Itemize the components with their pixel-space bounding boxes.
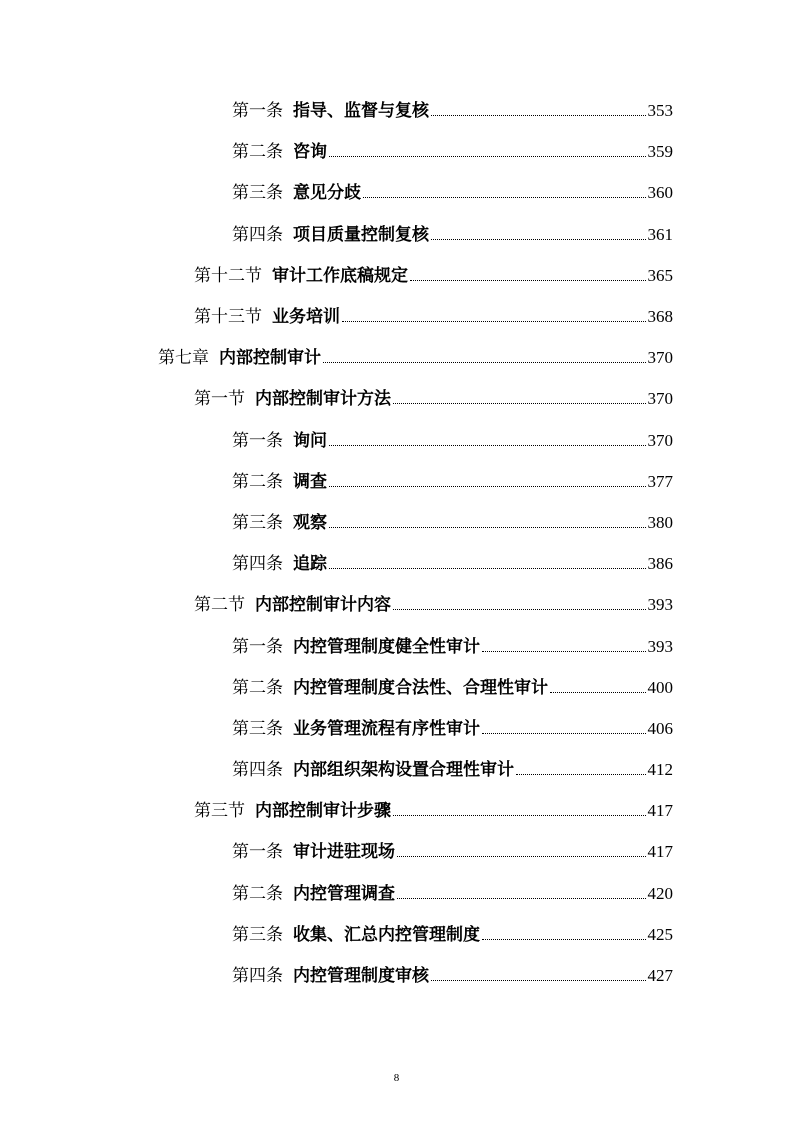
toc-dot-leader	[431, 980, 646, 981]
toc-dot-leader	[482, 733, 646, 734]
toc-entry-title: 业务管理流程有序性审计	[293, 718, 480, 739]
toc-entry-page: 412	[647, 760, 673, 780]
toc-entry[interactable]	[0, 500, 793, 541]
toc-dot-leader	[393, 403, 646, 404]
toc-entry-page: 368	[647, 307, 673, 327]
toc-entry-line	[194, 796, 673, 821]
toc-dot-leader	[397, 856, 646, 857]
toc-entry-title: 审计工作底稿规定	[272, 265, 408, 286]
toc-entry-label: 第七章	[158, 348, 209, 369]
toc-entry-line	[194, 261, 673, 286]
toc-entry-title: 审计进驻现场	[293, 842, 395, 863]
toc-entry-label: 第四条	[232, 966, 283, 987]
toc-entry-title: 内部控制审计步骤	[255, 801, 391, 822]
toc-entry-line	[232, 673, 673, 698]
toc-entry-label: 第二条	[232, 677, 283, 698]
table-of-contents	[0, 88, 793, 994]
toc-entry-label: 第一条	[232, 636, 283, 657]
toc-dot-leader	[431, 239, 646, 240]
toc-dot-leader	[393, 815, 646, 816]
toc-entry-label: 第三条	[232, 718, 283, 739]
toc-entry-page: 370	[647, 389, 673, 409]
toc-entry-page: 393	[647, 636, 673, 656]
toc-entry-title: 内控管理制度合法性、合理性审计	[293, 677, 548, 698]
toc-entry-line	[232, 549, 673, 574]
toc-entry-label: 第二节	[194, 595, 245, 616]
toc-entry-title: 追踪	[293, 554, 327, 575]
toc-entry[interactable]	[0, 829, 793, 870]
toc-entry[interactable]	[0, 129, 793, 170]
toc-entry-page: 417	[647, 801, 673, 821]
toc-dot-leader	[393, 609, 646, 610]
toc-entry-label: 第四条	[232, 554, 283, 575]
toc-entry[interactable]	[0, 418, 793, 459]
toc-entry-line	[194, 384, 673, 409]
toc-entry-line	[232, 961, 673, 986]
toc-entry-title: 业务培训	[272, 307, 340, 328]
toc-entry-line	[232, 632, 673, 657]
toc-dot-leader	[329, 527, 646, 528]
toc-entry-title: 询问	[293, 430, 327, 451]
toc-dot-leader	[323, 362, 646, 363]
toc-dot-leader	[363, 197, 646, 198]
toc-entry-label: 第四条	[232, 224, 283, 245]
toc-entry-line	[158, 343, 673, 368]
toc-entry[interactable]	[0, 212, 793, 253]
toc-entry-label: 第二条	[232, 471, 283, 492]
toc-entry-line	[232, 714, 673, 739]
toc-entry-title: 内部控制审计内容	[255, 595, 391, 616]
toc-entry-title: 内控管理制度健全性审计	[293, 636, 480, 657]
toc-entry-page: 425	[647, 924, 673, 944]
page-number: 8	[393, 1072, 400, 1084]
toc-entry[interactable]	[0, 88, 793, 129]
toc-entry-line	[194, 302, 673, 327]
toc-entry-page: 400	[647, 677, 673, 697]
toc-dot-leader	[550, 692, 646, 693]
toc-entry-line	[232, 137, 673, 162]
toc-entry-label: 第一条	[232, 430, 283, 451]
toc-entry-page: 386	[647, 554, 673, 574]
toc-entry-line	[232, 220, 673, 245]
toc-entry-title: 调查	[293, 471, 327, 492]
toc-dot-leader	[431, 115, 646, 116]
toc-entry-label: 第二条	[232, 142, 283, 163]
toc-entry[interactable]	[0, 665, 793, 706]
toc-entry-title: 意见分歧	[293, 183, 361, 204]
toc-entry-page: 365	[647, 265, 673, 285]
toc-entry-title: 咨询	[293, 142, 327, 163]
toc-entry-page: 417	[647, 842, 673, 862]
toc-entry-page: 406	[647, 718, 673, 738]
toc-entry-line	[232, 508, 673, 533]
toc-entry-page: 420	[647, 883, 673, 903]
toc-entry-line	[232, 178, 673, 203]
toc-entry[interactable]	[0, 706, 793, 747]
toc-entry-page: 370	[647, 430, 673, 450]
toc-entry-label: 第四条	[232, 760, 283, 781]
toc-dot-leader	[329, 486, 646, 487]
toc-entry-page: 377	[647, 471, 673, 491]
toc-entry[interactable]	[0, 541, 793, 582]
toc-entry[interactable]	[0, 623, 793, 664]
toc-entry[interactable]	[0, 788, 793, 829]
toc-entry-line	[232, 467, 673, 492]
toc-dot-leader	[329, 156, 646, 157]
toc-dot-leader	[329, 568, 646, 569]
toc-entry-title: 内部组织架构设置合理性审计	[293, 760, 514, 781]
toc-entry-page: 359	[647, 142, 673, 162]
toc-dot-leader	[342, 321, 646, 322]
toc-entry-title: 观察	[293, 512, 327, 533]
toc-dot-leader	[329, 445, 646, 446]
toc-entry[interactable]	[0, 253, 793, 294]
toc-entry-title: 内控管理调查	[293, 883, 395, 904]
toc-entry[interactable]	[0, 294, 793, 335]
toc-entry[interactable]	[0, 912, 793, 953]
toc-entry-label: 第十二节	[194, 265, 262, 286]
toc-entry[interactable]	[0, 170, 793, 211]
toc-entry-label: 第三条	[232, 924, 283, 945]
toc-entry-label: 第十三节	[194, 307, 262, 328]
toc-entry-page: 393	[647, 595, 673, 615]
toc-entry-label: 第一条	[232, 101, 283, 122]
toc-entry-label: 第二条	[232, 883, 283, 904]
toc-entry-line	[232, 755, 673, 780]
toc-entry-line	[232, 96, 673, 121]
toc-entry-page: 380	[647, 512, 673, 532]
toc-entry-page: 361	[647, 224, 673, 244]
toc-entry-label: 第一条	[232, 842, 283, 863]
toc-entry-line	[194, 590, 673, 615]
toc-entry-label: 第一节	[194, 389, 245, 410]
toc-entry-line	[232, 879, 673, 904]
toc-entry-page: 360	[647, 183, 673, 203]
toc-entry-title: 指导、监督与复核	[293, 101, 429, 122]
toc-entry-title: 内控管理制度审核	[293, 966, 429, 987]
toc-dot-leader	[397, 898, 646, 899]
toc-entry-label: 第三条	[232, 183, 283, 204]
toc-entry[interactable]	[0, 582, 793, 623]
toc-entry-line	[232, 426, 673, 451]
toc-dot-leader	[516, 774, 646, 775]
toc-entry-title: 项目质量控制复核	[293, 224, 429, 245]
toc-entry[interactable]	[0, 459, 793, 500]
toc-dot-leader	[482, 651, 646, 652]
toc-entry[interactable]	[0, 335, 793, 376]
toc-entry-page: 353	[647, 101, 673, 121]
toc-entry[interactable]	[0, 747, 793, 788]
toc-entry-page: 370	[647, 348, 673, 368]
toc-entry[interactable]	[0, 871, 793, 912]
toc-entry-label: 第三条	[232, 512, 283, 533]
toc-entry[interactable]	[0, 953, 793, 994]
toc-entry-title: 收集、汇总内控管理制度	[293, 924, 480, 945]
toc-entry-line	[232, 837, 673, 862]
toc-entry-title: 内部控制审计	[219, 348, 321, 369]
toc-entry-line	[232, 920, 673, 945]
toc-entry-title: 内部控制审计方法	[255, 389, 391, 410]
toc-dot-leader	[482, 939, 646, 940]
toc-dot-leader	[410, 280, 646, 281]
toc-entry-label: 第三节	[194, 801, 245, 822]
toc-entry[interactable]	[0, 376, 793, 417]
toc-entry-page: 427	[647, 966, 673, 986]
